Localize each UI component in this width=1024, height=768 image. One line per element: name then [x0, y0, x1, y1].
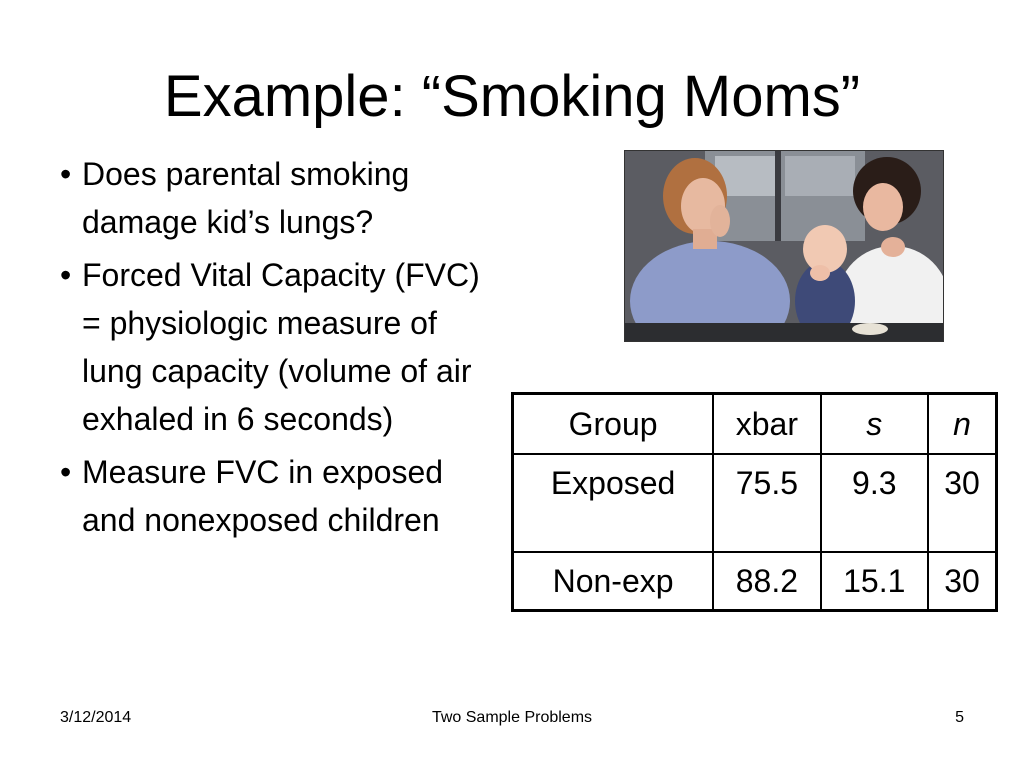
- table-cell: 30: [928, 552, 997, 611]
- header-cell: Group: [513, 394, 714, 455]
- footer-title: Two Sample Problems: [431, 709, 593, 726]
- table-header-row: [513, 394, 997, 455]
- table-row: [513, 552, 997, 611]
- bullet-item: [60, 251, 500, 443]
- table-row: [513, 454, 997, 552]
- bullet-icon: •: [60, 454, 72, 490]
- footer-date: 3/12/2014: [60, 709, 132, 726]
- table-cell: 15.1: [821, 552, 928, 611]
- slide-title: Example: “Smoking Moms”: [163, 64, 861, 129]
- table-cell: 75.5: [713, 454, 820, 552]
- stats-table: [511, 392, 998, 612]
- photo-smoking-mothers: [624, 150, 944, 342]
- bullet-icon: •: [60, 156, 72, 192]
- table-cell: 30: [928, 454, 997, 552]
- bullet-item: [60, 448, 500, 544]
- header-cell: s: [821, 394, 928, 455]
- bullet-text: Measure FVC in exposed and nonexposed children: [82, 454, 444, 538]
- bullet-list: [60, 150, 500, 549]
- header-cell: n: [928, 394, 997, 455]
- table-cell: Non-exp: [513, 552, 714, 611]
- page-number: 5: [955, 709, 964, 726]
- table-cell: Exposed: [513, 454, 714, 552]
- bullet-item: [60, 150, 500, 246]
- bullet-icon: •: [60, 257, 72, 293]
- bullet-text: Does parental smoking damage kid’s lungs?: [82, 156, 410, 240]
- table-cell: 88.2: [713, 552, 820, 611]
- header-cell: xbar: [713, 394, 820, 455]
- table-cell: 9.3: [821, 454, 928, 552]
- bullet-text: Forced Vital Capacity (FVC) = physiologic measure of lung capacity (volume of air exhaled in 6 seconds): [82, 257, 480, 437]
